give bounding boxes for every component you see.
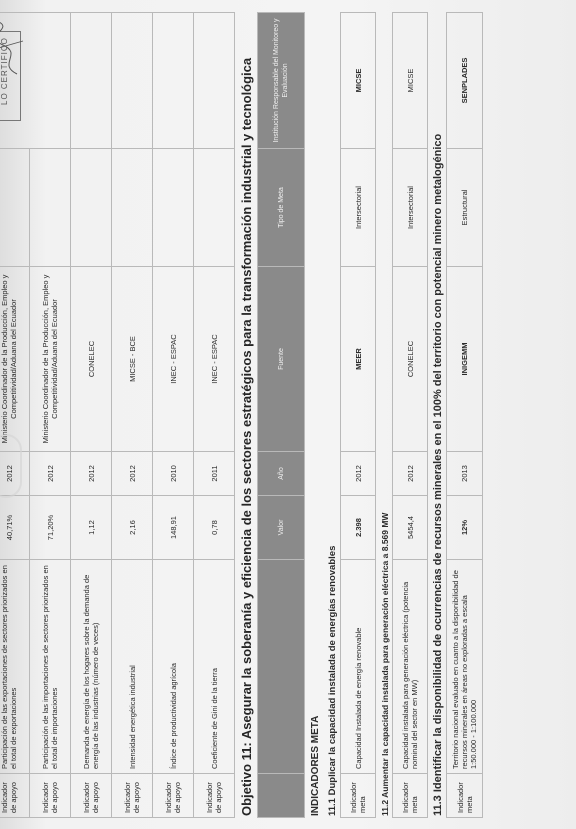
table-row: Indicador meta Territorio nacional evaluado en cuanto a la disponibilidad de recursos minerales en áreas no exploradas a escala 1:50.000 - 1:100.000 12% 2013 INIGEMM Estructural SENPLADES — [447, 13, 483, 818]
table-row: Indicador de apoyo Demanda de energía de los hogares sobre la demanda de energía de las industrias (número de veces) 1,12 2012 CONELEC — [71, 13, 112, 818]
table-row: Indicador de apoyo Participación de las importaciones de sectores priorizados en el total de importaciones 71,20% 2012 Ministerio Coordinador de la Producción, Empleo y Competitividad/Aduana del Ecuador — [30, 13, 71, 818]
indicator-type: Indicador de apoyo — [0, 774, 30, 818]
header-year: Año — [258, 452, 305, 496]
rotated-document — [0, 12, 576, 818]
goal-title: 11.1 Duplicar la capacidad instalada de energías renovables — [327, 545, 338, 816]
goal-table — [446, 12, 483, 818]
table-row: Indicador de apoyo Índice de productividad agrícola 148,91 2010 INEC - ESPAC — [153, 13, 194, 818]
faded-seal — [0, 434, 22, 498]
table-row — [0, 13, 30, 818]
certification-stamp-cell — [0, 13, 71, 149]
table-header-row — [258, 13, 305, 818]
certification-stamp: LO CERTIFICO — [0, 19, 21, 129]
indicator-source: Ministerio Coordinador de la Producción, Empleo y Competitividad/Aduana del Ecuador — [0, 267, 30, 452]
signature — [0, 19, 25, 79]
goal-table — [392, 12, 428, 818]
support-indicators-table — [0, 12, 235, 818]
goal-title: 11.2 Aumentar la capacidad instalada para generación eléctrica a 8.569 MW — [380, 512, 390, 816]
section-title: INDICADORES META — [310, 715, 321, 816]
indicator-value: 40,71% — [0, 496, 30, 560]
objective-title: Objetivo 11: Asegurar la soberanía y eficiencia de los sectores estratégicos para la transformación industrial y tecnológica — [239, 57, 254, 816]
indicator-name: Participación de las exportaciones de sectores priorizados en el total de exportaciones — [0, 560, 30, 774]
header-value: Valor — [258, 496, 305, 560]
goal-table — [340, 12, 376, 818]
table-row: Indicador meta Capacidad Instalada de energía renovable 2.398 2012 MEER Intersectorial MICSE — [341, 13, 376, 818]
goal-title: 11.3 Identificar la disponibilidad de ocurrencias de recursos minerales en el 100% del territorio con potencial minero metalogénico — [432, 133, 444, 816]
header-source: Fuente — [258, 267, 305, 452]
goal-indicators-table — [257, 12, 305, 818]
indicator-year: 2012 — [0, 452, 30, 496]
header-goal-type: Tipo de Meta — [258, 149, 305, 267]
table-row: Indicador de apoyo Coeficiente de Gini de la tierra 0,78 2011 INEC - ESPAC — [194, 13, 235, 818]
table-row: Indicador de apoyo Intensidad energética industrial 2,16 2012 MICSE - BCE — [112, 13, 153, 818]
table-row: Indicador meta Capacidad instalada para generación eléctrica (potencia nominal del sector en MW) 5454,4 2012 CONELEC Intersectorial MICSE — [393, 13, 428, 818]
header-institution: Institución Responsable del Monitoreo y Evaluación — [258, 13, 305, 149]
